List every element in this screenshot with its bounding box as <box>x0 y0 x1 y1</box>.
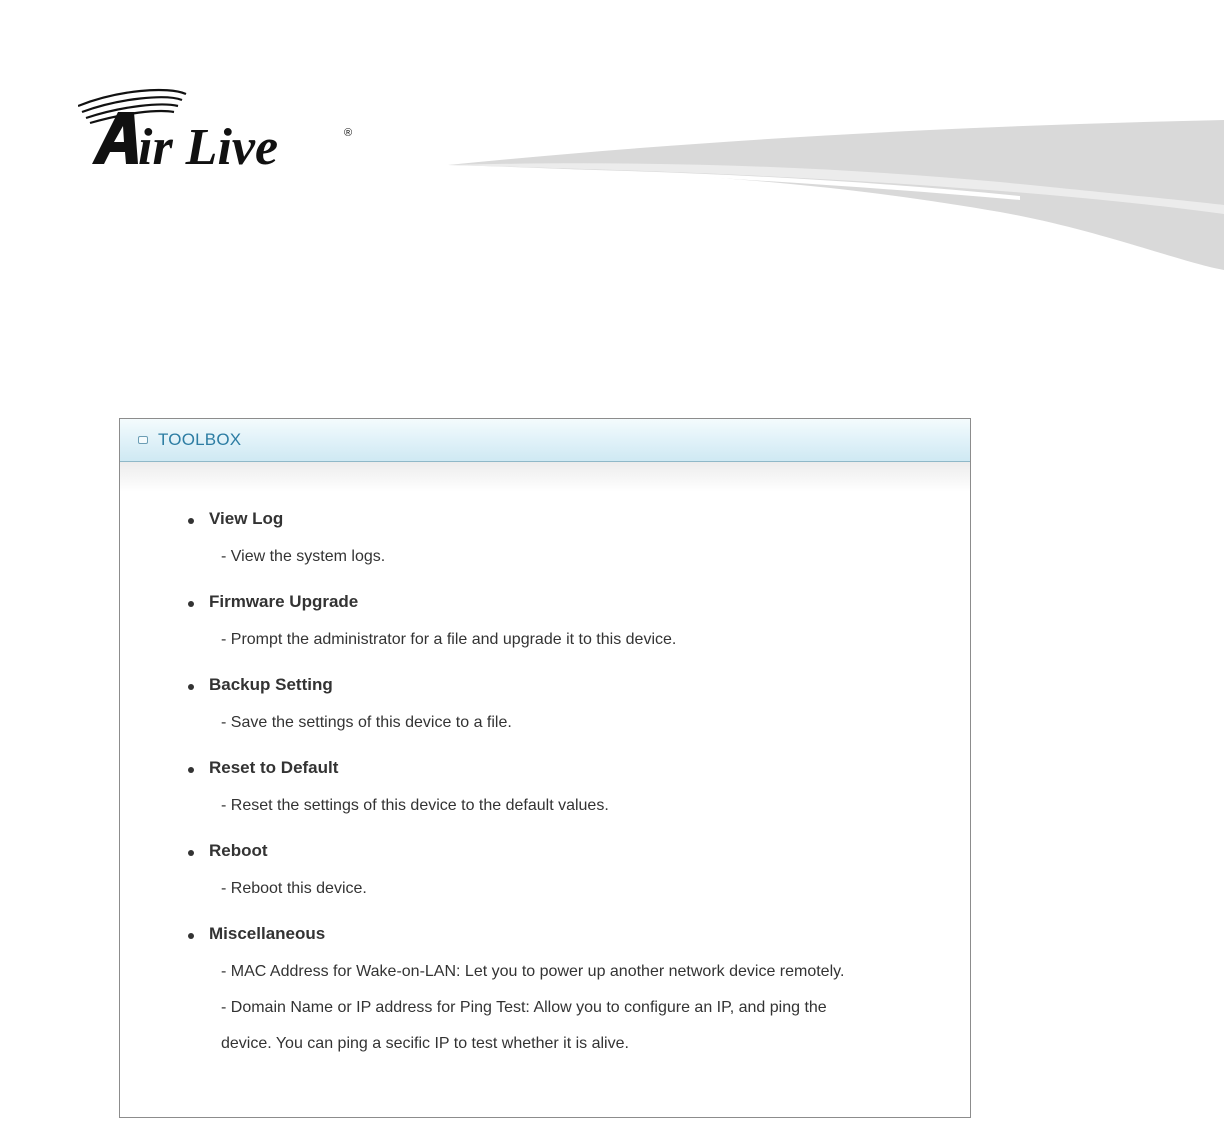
svg-text:®: ® <box>344 127 353 139</box>
panel-header <box>120 419 970 462</box>
bullet-icon <box>188 933 194 939</box>
item-description: - MAC Address for Wake-on-LAN: Let you to power up another network device remotely. <box>221 963 845 980</box>
item-title: Backup Setting <box>209 675 333 694</box>
item-description: - Domain Name or IP address for Ping Test: Allow you to configure an IP, and ping the <box>221 999 827 1016</box>
toolbox-panel <box>119 418 971 1118</box>
item-title: Reset to Default <box>209 758 339 777</box>
item-title: Reboot <box>209 841 268 860</box>
logo-graphic <box>78 86 358 170</box>
item-description: - View the system logs. <box>221 548 386 565</box>
item-description: - Save the settings of this device to a file. <box>221 714 512 731</box>
item-title: Miscellaneous <box>209 924 326 943</box>
page-header <box>0 0 1224 300</box>
list-item-reboot <box>120 841 970 924</box>
item-title: Firmware Upgrade <box>209 592 359 611</box>
list-item-view-log <box>120 509 970 592</box>
list-item-reset-to-default <box>120 758 970 841</box>
bullet-icon <box>188 518 194 524</box>
panel-bullet-icon <box>138 436 148 444</box>
bullet-icon <box>188 601 194 607</box>
airlive-logo <box>78 86 358 170</box>
item-description: - Prompt the administrator for a file and upgrade it to this device. <box>221 631 677 648</box>
item-description: device. You can ping a secific IP to test whether it is alive. <box>221 1035 629 1052</box>
panel-title: TOOLBOX <box>158 430 242 449</box>
list-item-firmware-upgrade <box>120 592 970 675</box>
item-description: - Reboot this device. <box>221 880 367 897</box>
bullet-icon <box>188 767 194 773</box>
panel-shade <box>120 462 970 492</box>
bullet-icon <box>188 850 194 856</box>
item-description: - Reset the settings of this device to the default values. <box>221 797 609 814</box>
svg-text:ir Live: ir Live <box>138 119 279 170</box>
toolbox-item-list <box>120 509 970 1052</box>
list-item-backup-setting <box>120 675 970 758</box>
bullet-icon <box>188 684 194 690</box>
list-item-miscellaneous <box>120 924 970 1052</box>
item-title: View Log <box>209 509 284 528</box>
